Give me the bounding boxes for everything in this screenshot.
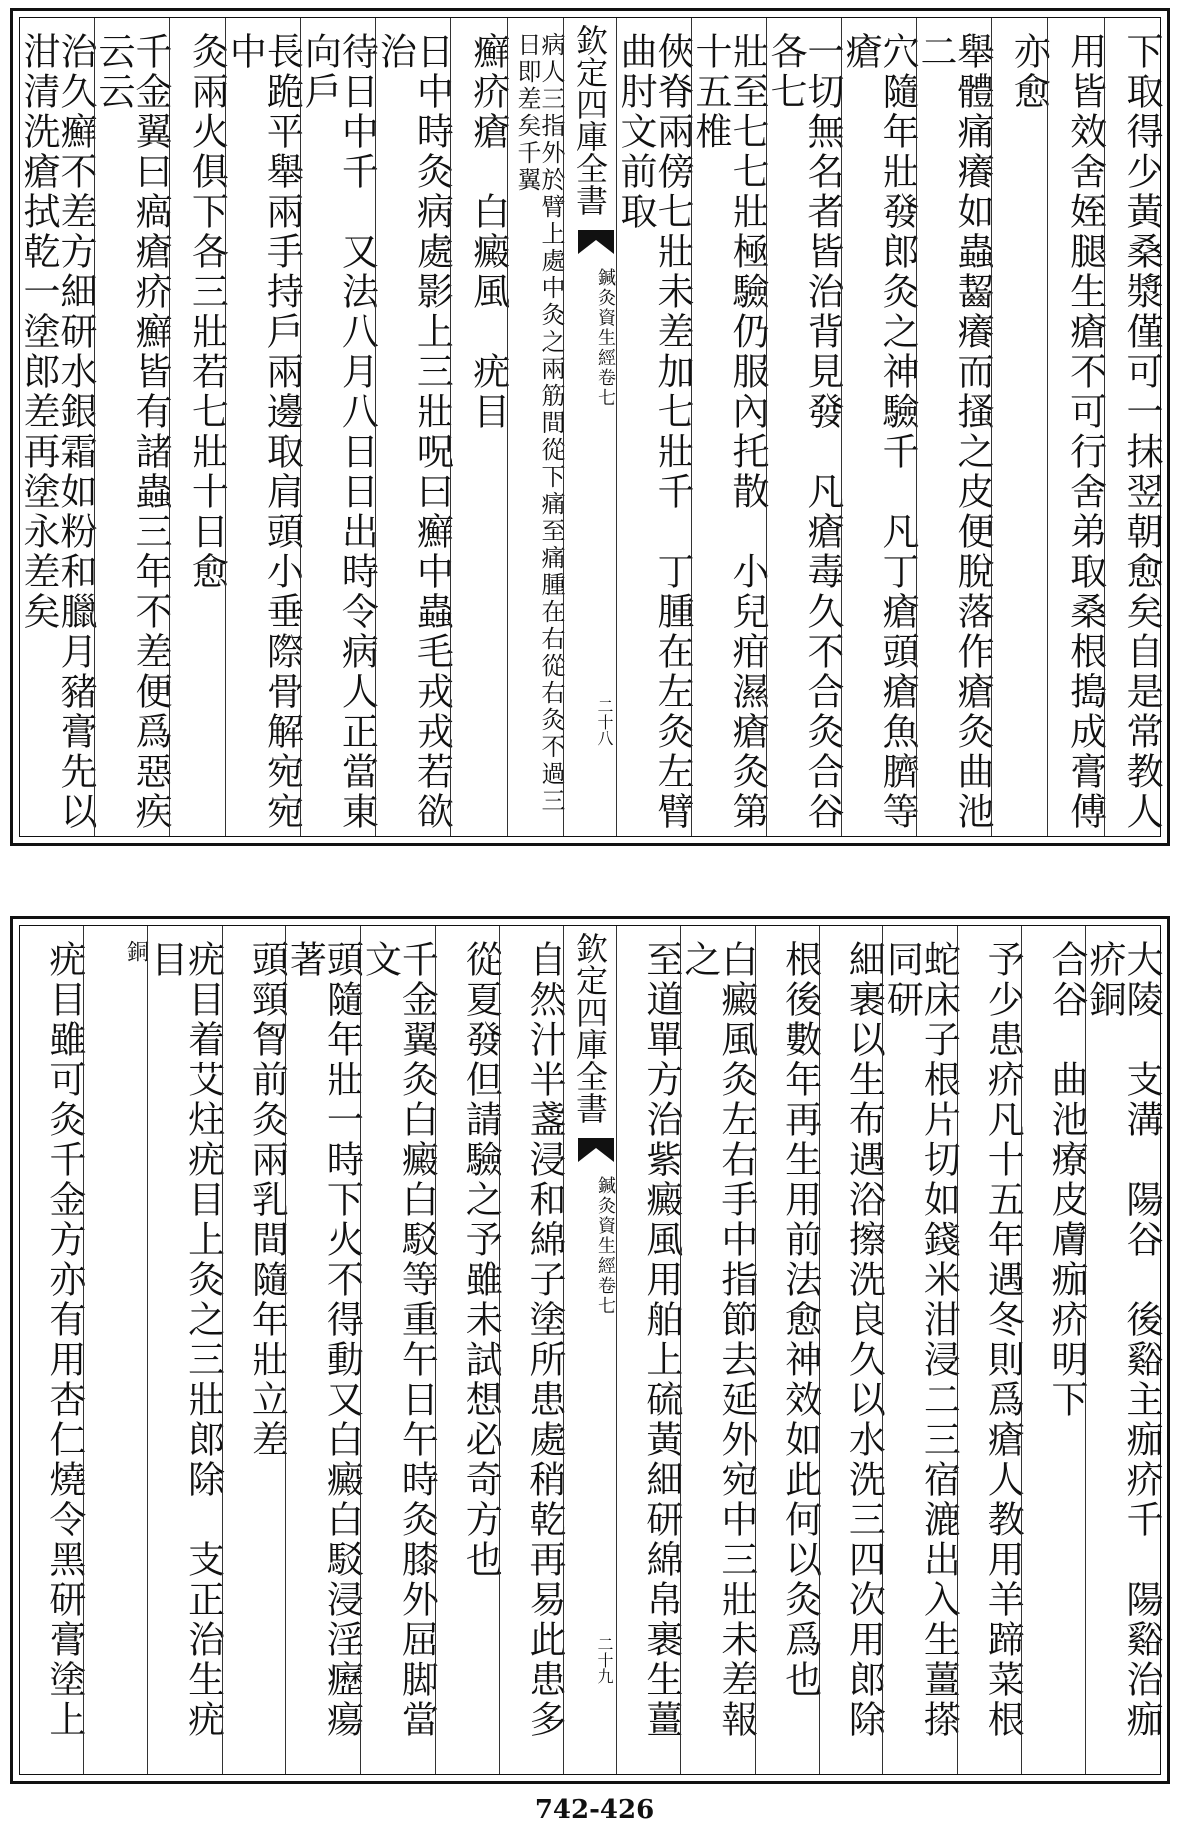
text-column: 亦愈 <box>991 18 1047 836</box>
page-reference-number: 742-426 <box>534 1795 655 1825</box>
text-column: 一切無名者皆治背見發 凡瘡毒久不合灸合谷各七 <box>766 18 841 836</box>
text-column: 灸兩火俱下各三壯若七壯十日愈 <box>169 18 225 836</box>
center-banner <box>563 18 616 836</box>
text-column: 疣目雖可灸千金方亦有用杏仁燒令黑研膏塗上 <box>42 940 86 1740</box>
text-column: 用皆效舍姪腿生瘡不可行舍弟取桑根搗成膏傅 <box>1047 18 1103 836</box>
text-column: 白癜風灸左右手中指節去延外宛中三壯未差報之 <box>680 926 755 1774</box>
folio-number: 二十八 <box>595 698 615 746</box>
banner-volume: 卷七 <box>595 1276 617 1316</box>
text-column: 穴隨年壯發郎灸之神驗千 凡丁瘡頭瘡魚臍等瘡 <box>841 18 916 836</box>
banner-volume: 卷七 <box>595 368 617 408</box>
section-heading-column: 癬疥瘡 白癜風 疣目 <box>450 18 506 836</box>
fish-tail-ornament-icon <box>576 228 616 256</box>
text-column: 合谷 曲池療皮膚痂疥明下 <box>1021 926 1085 1774</box>
text-column: 日中時灸病處影上三壯呪曰癬中蟲毛戎戎若欲治 <box>375 18 450 836</box>
text-column: 大陵 支溝 陽谷 後谿主痂疥千 陽谿治痂疥銅 <box>1085 926 1160 1774</box>
text-column: 下取得少黃桑漿僅可一抹翌朝愈矣自是常教人 <box>1104 18 1160 836</box>
top-page-columns <box>19 17 1161 837</box>
banner-title: 欽定四庫全書 <box>571 932 610 1124</box>
text-column: 待日中千 又法八月八日日出時令病人正當東向戶 <box>300 18 375 836</box>
banner-book-title: 鍼灸資生經 <box>595 1176 617 1276</box>
banner-book-title: 鍼灸資生經 <box>595 268 617 368</box>
text-column: 頭隨年壯一時下火不得動又白癜白駁浸淫癧瘍著 <box>285 926 360 1774</box>
text-column: 疣目着艾炷疣目上灸之三壯郎除 支正治生疣目 <box>147 926 222 1774</box>
text-column: 至道單方治紫癜風用舶上硫黃細研綿帛裹生薑 <box>616 926 680 1774</box>
text-column: 千金翼曰瘑瘡疥癬皆有諸蟲三年不差便爲惡疾云云 <box>94 18 169 836</box>
text-column: 自然汁半盞浸和綿子塗所患處稍乾再易此患多 <box>499 926 563 1774</box>
bottom-page <box>10 916 1170 1784</box>
text-column: 壯至七七壯極驗仍服內托散 小兒疳濕瘡灸第十五椎 <box>691 18 766 836</box>
text-column: 細裹以生布遇浴擦洗良久以水洗三四次用郎除 <box>819 926 883 1774</box>
text-column: 長跪平舉兩手持戶兩邊取肩頭小垂際骨解宛宛中 <box>225 18 300 836</box>
center-banner <box>563 926 616 1774</box>
text-column: 根後數年再生用前法愈神效如此何以灸爲也 <box>755 926 819 1774</box>
text-column: 治久癬不差方細研水銀霜如粉和臘月豬膏先以泔清洗瘡拭乾一塗郎差再塗永差矣 <box>17 32 98 832</box>
text-column: 病人三指外於臂上處中灸之兩筋間從下痛至痛腫在右從右灸不過三日即差矣千翼 <box>507 18 563 836</box>
text-column: 予少患疥凡十五年遇冬則爲瘡人教用羊蹄菜根 <box>957 926 1021 1774</box>
folio-number: 二十九 <box>595 1636 615 1684</box>
top-page <box>10 8 1170 846</box>
bottom-page-columns <box>19 925 1161 1775</box>
text-column: 頭頸胷前灸兩乳間隨年壯立差 <box>222 926 286 1774</box>
text-column: 舉體痛癢如蟲齧癢而搔之皮便脫落作瘡灸曲池二 <box>916 18 991 836</box>
text-column: 蛇床子根片切如錢米泔浸二三宿漉出入生薑搽同研 <box>882 926 957 1774</box>
fish-tail-ornament-icon <box>576 1136 616 1164</box>
text-column: 銅 <box>83 926 147 1774</box>
text-column: 俠脊兩傍七壯未差加七壯千 丁腫在左灸左臂曲肘文前取 <box>616 18 691 836</box>
text-column: 從夏發但請驗之予雖未試想必奇方也 <box>435 926 499 1774</box>
banner-title: 欽定四庫全書 <box>571 24 610 216</box>
text-column: 千金翼灸白癜白駁等重午日午時灸膝外屈脚當文 <box>360 926 435 1774</box>
